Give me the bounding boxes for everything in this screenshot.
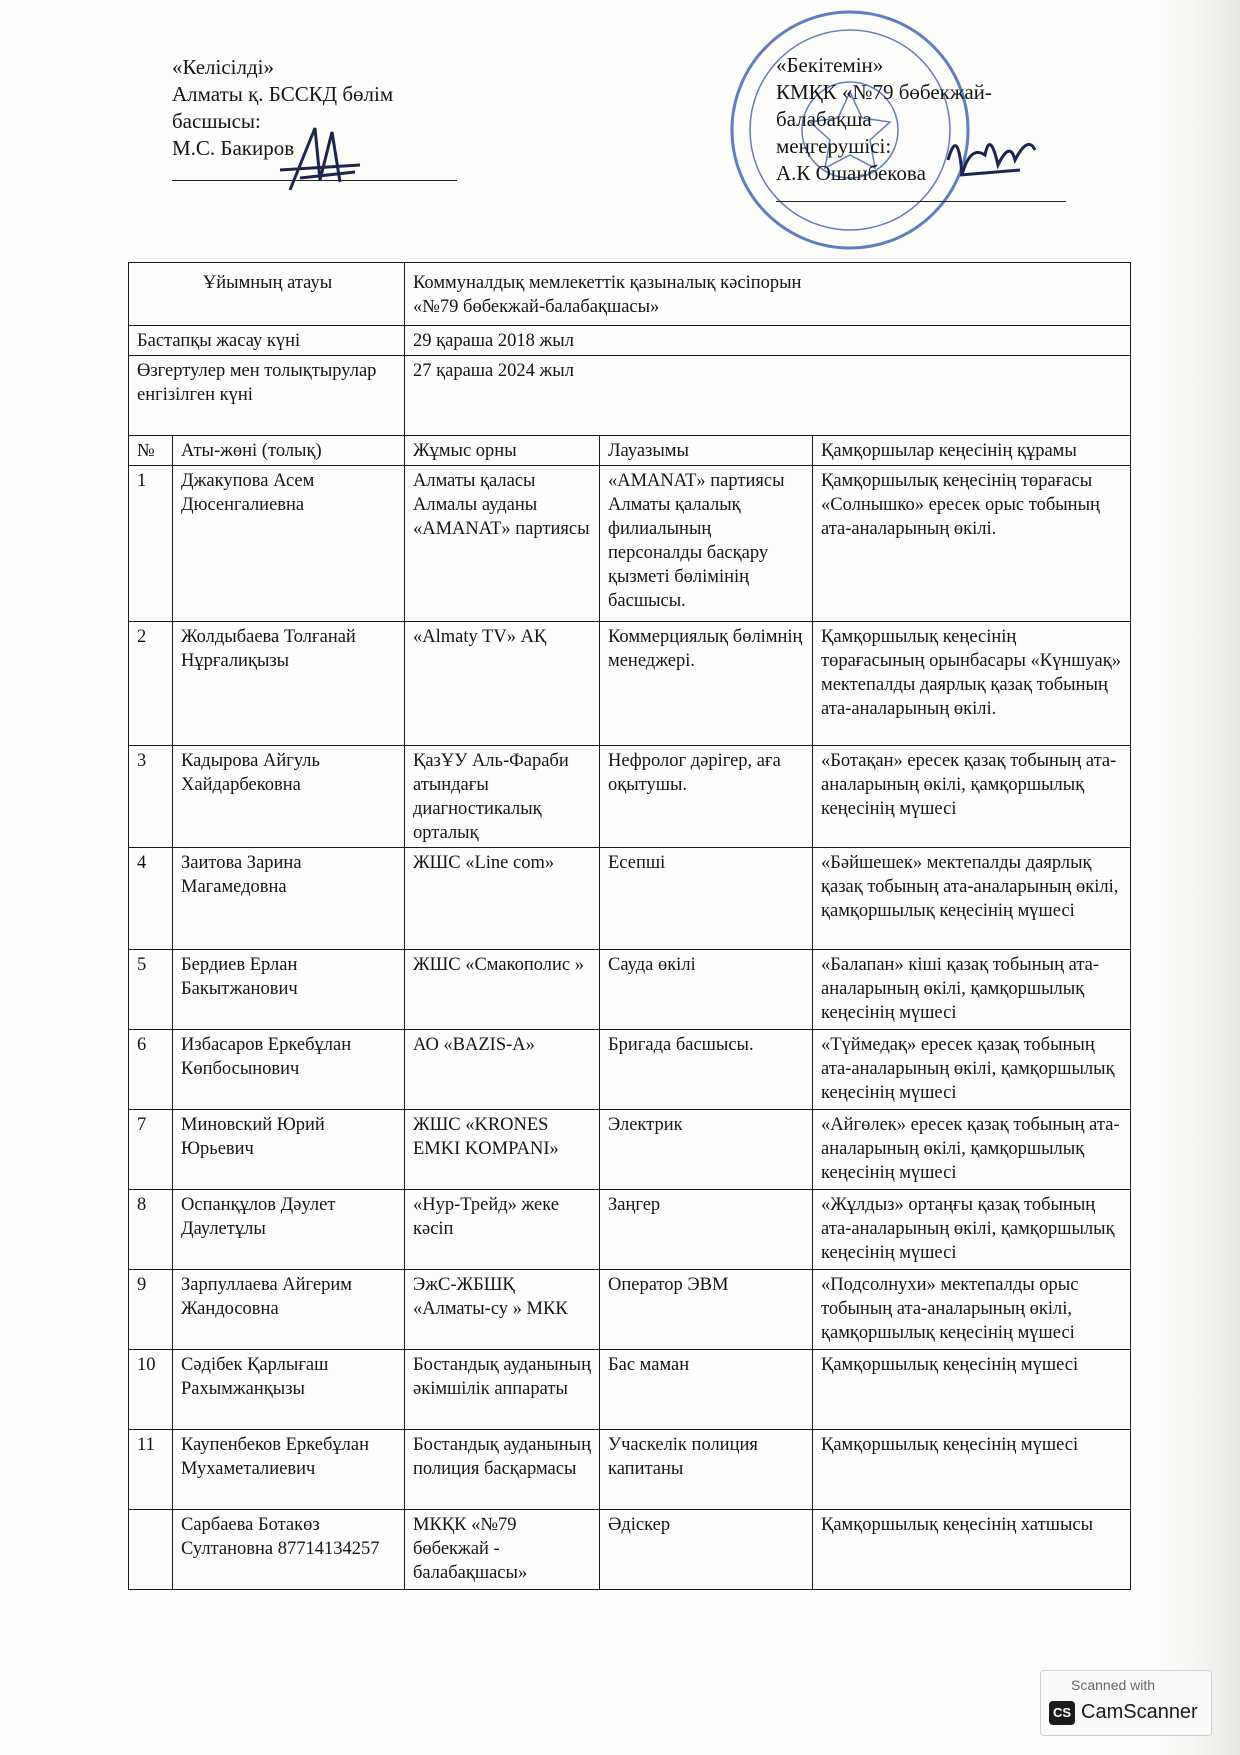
member-name: Зарпуллаева Айгерим Жандосовна xyxy=(173,1270,405,1350)
member-name: Бердиев Ерлан Бакытжанович xyxy=(173,950,405,1030)
approved-title: «Бекітемін» xyxy=(776,53,884,77)
changed-row xyxy=(129,356,1131,436)
table-row xyxy=(129,746,1131,848)
row-number: 10 xyxy=(129,1350,173,1430)
member-name: Жолдыбаева Толғанай Нұрғалиқызы xyxy=(173,622,405,746)
row-number xyxy=(129,1510,173,1590)
page-edge-shadow xyxy=(1160,0,1240,1755)
approved-name: А.К Ошанбекова xyxy=(776,161,926,185)
member-position: Бригада басшысы. xyxy=(600,1030,813,1110)
member-workplace: Алматы қаласы Алмалы ауданы «AMANAT» партиясы xyxy=(405,466,600,622)
row-number: 1 xyxy=(129,466,173,622)
row-number: 3 xyxy=(129,746,173,848)
row-number: 7 xyxy=(129,1110,173,1190)
member-workplace: Бостандық ауданының әкімшілік аппараты xyxy=(405,1350,600,1430)
member-position: Бас маман xyxy=(600,1350,813,1430)
member-workplace: «Almaty TV» АҚ xyxy=(405,622,600,746)
table-row xyxy=(129,1510,1131,1590)
member-role: Қамқоршылық кеңесінің мүшесі xyxy=(813,1350,1131,1430)
row-number: 2 xyxy=(129,622,173,746)
approved-position-2: меңгерушісі: xyxy=(776,134,892,158)
table-row xyxy=(129,1110,1131,1190)
table-row xyxy=(129,1270,1131,1350)
row-number: 8 xyxy=(129,1190,173,1270)
member-workplace: ЖШС «Смакополис » xyxy=(405,950,600,1030)
camscanner-watermark xyxy=(1040,1670,1212,1736)
member-name: Сәдібек Қарлығаш Рахымжанқызы xyxy=(173,1350,405,1430)
member-position: Сауда өкілі xyxy=(600,950,813,1030)
board-table xyxy=(128,262,1131,1590)
member-position: Коммерциялық бөлімнің менеджері. xyxy=(600,622,813,746)
watermark-brand: CamScanner xyxy=(1081,1701,1198,1723)
member-workplace: ЖШС «Line com» xyxy=(405,848,600,950)
member-position: Заңгер xyxy=(600,1190,813,1270)
member-position: Әдіскер xyxy=(600,1510,813,1590)
approved-position: КМҚК «№79 бөбекжай-балабақша xyxy=(776,80,992,131)
member-role: «Подсолнухи» мектепалды орыс тобының ата-аналарының өкілі, қамқоршылық кеңесінің мүшесі xyxy=(813,1270,1131,1350)
member-position: Есепші xyxy=(600,848,813,950)
table-row xyxy=(129,466,1131,622)
member-name: Избасаров Еркебұлан Көпбосынович xyxy=(173,1030,405,1110)
member-role: «Бәйшешек» мектепалды даярлық қазақ тобының ата-аналарының өкілі, қамқоршылық кеңесінің мүшесі xyxy=(813,848,1131,950)
col-header-position: Лауазымы xyxy=(600,436,813,466)
table-row xyxy=(129,1190,1131,1270)
col-header-work: Жұмыс орны xyxy=(405,436,600,466)
member-role: «Балапан» кіші қазақ тобының ата-аналарының өкілі, қамқоршылық кеңесінің мүшесі xyxy=(813,950,1131,1030)
member-name: Оспанқұлов Дәулет Даулетұлы xyxy=(173,1190,405,1270)
agreed-name: М.С. Бакиров xyxy=(172,136,295,160)
member-role: Қамқоршылық кеңесінің хатшысы xyxy=(813,1510,1131,1590)
member-rows xyxy=(129,466,1131,1590)
member-role: «Түймедақ» ересек қазақ тобының ата-аналарының өкілі, қамқоршылық кеңесінің мүшесі xyxy=(813,1030,1131,1110)
col-header-name: Аты-жөні (толық) xyxy=(173,436,405,466)
watermark-caption: Scanned with xyxy=(1071,1677,1156,1693)
table-row xyxy=(129,950,1131,1030)
col-header-number: № xyxy=(129,436,173,466)
org-name-row xyxy=(129,263,1131,326)
member-name: Кадырова Айгуль Хайдарбековна xyxy=(173,746,405,848)
row-number: 5 xyxy=(129,950,173,1030)
member-name: Миновский Юрий Юрьевич xyxy=(173,1110,405,1190)
member-workplace: ЭжС-ЖБШҚ «Алматы-су » МКК xyxy=(405,1270,600,1350)
table-row xyxy=(129,1030,1131,1110)
created-row xyxy=(129,326,1131,356)
member-role: Қамқоршылық кеңесінің мүшесі xyxy=(813,1430,1131,1510)
created-value: 29 қараша 2018 жыл xyxy=(405,326,1131,356)
member-workplace: МКҚК «№79 бөбекжай - балабақшасы» xyxy=(405,1510,600,1590)
agreed-signature xyxy=(270,120,370,195)
agreed-title: «Келісілді» xyxy=(172,55,274,79)
approved-signature-line xyxy=(776,201,1066,202)
col-header-role: Қамқоршылар кеңесінің құрамы xyxy=(813,436,1131,466)
created-label: Бастапқы жасау күні xyxy=(129,326,405,356)
table-row xyxy=(129,848,1131,950)
column-header-row xyxy=(129,436,1131,466)
member-role: Қамқоршылық кеңесінің төрағасының орынбасары «Күншуақ» мектепалды даярлық қазақ тобының ата-аналарының өкілі. xyxy=(813,622,1131,746)
member-name: Сарбаева Ботакөз Султановна 87714134257 xyxy=(173,1510,405,1590)
member-workplace: ЖШС «KRONES EMKI KOMPANI» xyxy=(405,1110,600,1190)
org-name-line2: «№79 бөбекжай-балабақшасы» xyxy=(413,297,660,317)
org-name-label: Ұйымның атауы xyxy=(129,263,405,326)
member-role: Қамқоршылық кеңесінің төрағасы «Солнышко» ересек орыс тобының ата-аналарының өкілі. xyxy=(813,466,1131,622)
row-number: 6 xyxy=(129,1030,173,1110)
member-position: Учаскелік полиция капитаны xyxy=(600,1430,813,1510)
table-row xyxy=(129,1430,1131,1510)
changed-value: 27 қараша 2024 жыл xyxy=(405,356,1131,436)
row-number: 9 xyxy=(129,1270,173,1350)
table-row xyxy=(129,1350,1131,1430)
member-workplace: «Нур-Трейд» жеке кәсіп xyxy=(405,1190,600,1270)
org-name-line1: Коммуналдық мемлекеттік қазыналық кәсіпорын xyxy=(413,273,802,293)
member-workplace: АО «BAZIS-A» xyxy=(405,1030,600,1110)
member-role: «Ботақан» ересек қазақ тобының ата-аналарының өкілі, қамқоршылық кеңесінің мүшесі xyxy=(813,746,1131,848)
member-role: «Жұлдыз» ортаңғы қазақ тобының ата-аналарының өкілі, қамқоршылық кеңесінің мүшесі xyxy=(813,1190,1131,1270)
member-position: Электрик xyxy=(600,1110,813,1190)
member-workplace: ҚазҰУ Аль-Фараби атындағы диагностикалық орталық xyxy=(405,746,600,848)
table-row xyxy=(129,622,1131,746)
member-position: Нефролог дәрігер, аға оқытушы. xyxy=(600,746,813,848)
camscanner-logo-icon: CS xyxy=(1049,1701,1075,1725)
member-position: Оператор ЭВМ xyxy=(600,1270,813,1350)
member-name: Джакупова Асем Дюсенгалиевна xyxy=(173,466,405,622)
approved-signature xyxy=(940,120,1040,190)
member-workplace: Бостандық ауданының полиция басқармасы xyxy=(405,1430,600,1510)
member-name: Каупенбеков Еркебұлан Мухаметалиевич xyxy=(173,1430,405,1510)
member-position: «AMANAT» партиясы Алматы қалалық филиалының персоналды басқару қызметі бөлімінің басшысы. xyxy=(600,466,813,622)
row-number: 11 xyxy=(129,1430,173,1510)
agreed-position: Алматы қ. БССКД бөлім басшысы: xyxy=(172,82,394,133)
row-number: 4 xyxy=(129,848,173,950)
member-name: Заитова Зарина Магамедовна xyxy=(173,848,405,950)
org-name-value xyxy=(405,263,1131,326)
changed-label: Өзгертулер мен толықтырулар енгізілген күні xyxy=(129,356,405,436)
member-role: «Айгөлек» ересек қазақ тобының ата-аналарының өкілі, қамқоршылық кеңесінің мүшесі xyxy=(813,1110,1131,1190)
